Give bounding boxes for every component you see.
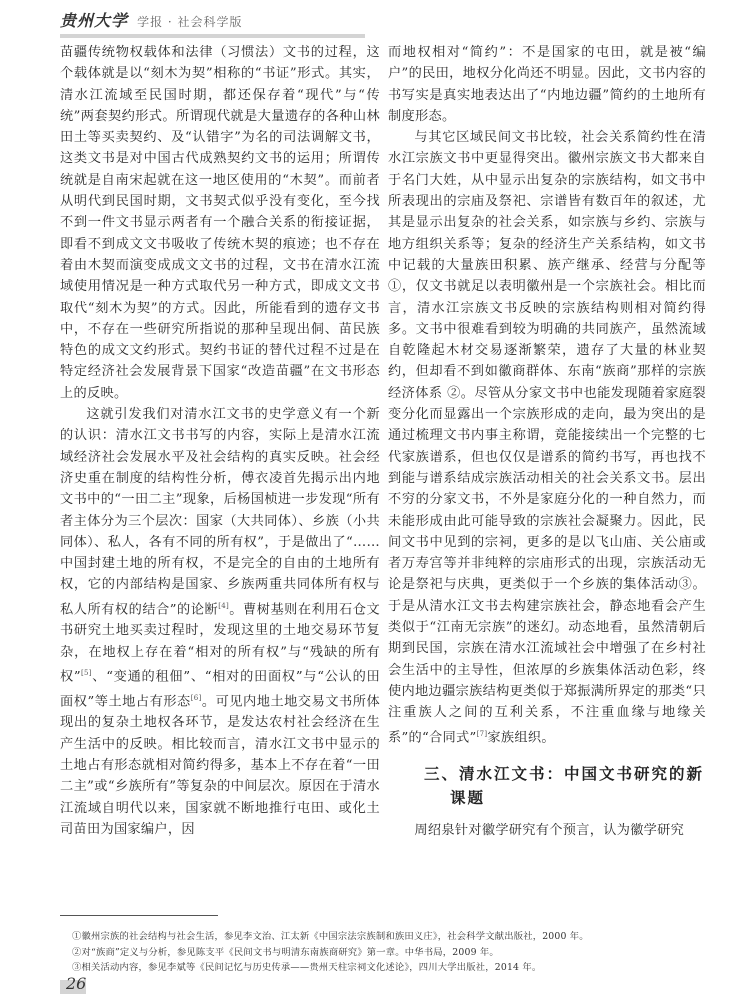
left-column — [60, 42, 380, 840]
footnote-divider — [60, 915, 218, 916]
citation-marker: [6] — [190, 693, 202, 702]
citation-marker: [4] — [218, 601, 230, 610]
journal-subtitle: 学报 · 社会科学版 — [137, 15, 243, 29]
left-paragraph-1 — [60, 42, 380, 404]
left-paragraph-2 — [60, 404, 380, 840]
text-run: 。曹树基则在利用石仓文书研究土地买卖过程时，发现这里的土地交易环节复杂，在地权上存在着“相对的所有权”与“残缺的所有权” — [60, 602, 380, 685]
section-heading-line2: 课题 — [450, 789, 486, 808]
citation-marker: [5] — [80, 669, 92, 677]
page-number — [60, 974, 87, 994]
text-run: 、“变通的租佃”、“相对的田面权”与“公认的田面权”等土地占有形态 — [60, 669, 381, 710]
text-run: 而地权相对“简约”：不是国家的屯田，就是被“编户”的民田，地权分化尚还不明显。因此，文书内容的书写实是真实地表达出了“内地边疆”简约的土地所有制度形态。 — [388, 45, 706, 124]
footnotes — [72, 929, 712, 976]
right-column — [388, 42, 706, 841]
section-heading — [388, 762, 706, 810]
section-heading-line1: 三、清水江文书：中国文书研究的新 — [424, 765, 705, 784]
text-run: 家族组织。 — [487, 729, 555, 745]
citation-marker: [7] — [476, 729, 488, 738]
footnote-3: ③相关活动内容，参见李斌等《民间记忆与历史传承——贵州天柱宗祠文化述论》，四川大学出版社，2014 年。 — [72, 962, 542, 973]
footnote-2: ②对“族商”定义与分析，参见陈支平《民间文书与明清东南族商研究》第一章。中华书局，2009 年。 — [72, 946, 499, 958]
text-run: 苗疆传统物权载体和法律（习惯法）文书的过程，这个载体就是以“刻木为契”相称的“书证”形式。其实，清水江流域至民国时期，都还保存着“现代”与“传统”两套契约形式。所谓现代就是大量遗存的各种山林田土等买卖契约、及“认错字”为名的司法调解文书，这类文书是对中国古代成熟契约文书的运用；所谓传统就是自南宋起就在这一地区使用的“木契”。而前者从明代到民国时期，文书契式似乎没有变化，至今找不到一件文书显示两者有一个融合关系的衔接证据，即看不到成文文书吸收了传统木契的痕迹；也不存在着由木契而演变成成文文书的过程，文书在清水江流域使用情况是一种方式取代另一种方式，即成文文书取代“刻木为契”的方式。因此，所能看到的遗存文书中，不存在一些研究所指说的那种呈现出侗、苗民族特色的成文文约形式。契约书证的替代过程不过是在特定经济社会发展背景下国家“改造苗疆”在文书形态上的反映。 — [60, 45, 380, 401]
journal-logo: 贵州大学 — [60, 11, 129, 30]
text-run: 与其它区域民间文书比较，社会关系简约性在清水江宗族文书中更显得突出。徽州宗族文书大都来自于名门大姓，从中显示出复杂的宗族结构，如文书中所表现出的宗庙及祭祀、宗谱皆有数百年的叙述，尤其是显示出复杂的社会关系，如宗族与乡约、宗族与地方组织关系等；复杂的经济生产关系结构，如文书中记载的大量族田积累、族产继承、经营与分配等①，仅文书就足以表明徽州是一个宗族社会。相比而言，清水江宗族文书反映的宗族结构则相对简约得多。文书中很难看到较为明确的共同族产，虽然流域自乾隆起木材交易逐渐繁荣，遗存了大量的林业契约，但却看不到如徽商群体、东南“族商”那样的宗族经济体系 ②。尽管从分家文书中也能发现随着家庭裂变分化而显露出一个宗族形成的走向，最为突出的是通过梳理文书内事主称谓，竟能接续出一个完整的七代家族谱系，但也仅仅是谱系的简约书写，再也找不到能与谱系结成宗族活动相关的社会关系文书。层出不穷的分家文书，不外是家庭分化的一种自然力，而未能形成由此可能导致的宗族社会凝聚力。因此，民间文书中见到的宗祠，更多的是以飞山庙、关公庙或者万寿宫等并非纯粹的宗庙形式的出现，宗族活动无论是祭祀与庆典，更类似于一个乡族的集体活动③。于是从清水江文书去构建宗族社会，静态地看会产生类似于“江南无宗族”的迷幻。动态地看，虽然清朝后期到民国，宗族在清水江流域社会中增强了在乡村社会生活中的主导性，但浓厚的乡族集体活动色彩，终使内地边疆宗族结构更类似于郑振满所界定的那类“只注重族人之间的互利关系，不注重血缘与地缘关系”的“合同式” — [388, 130, 706, 745]
right-paragraph-2 — [388, 127, 706, 748]
text-run: 这就引发我们对清水江文书的史学意义有一个新的认识：清水江文书书写的内容，实际上是清水江流域经济社会发展水平及社会结构的真实反映。社会经济史重在制度的结构性分析，傅衣凌首先揭示出内地文书中的“一田二主”现象，后杨国桢进一步发现“所有者主体分为三个层次：国家（大共同体）、乡族（小共同体）、私人，各有不同的所有权”，于是做出了“……中国封建土地的所有权，不是完全的自由的土地所有权，它的内部结构是国家、乡族两重共同体所有权与私人所有权的结合”的论断 — [60, 407, 380, 618]
page-number-text: 26 — [66, 974, 87, 993]
header-rule — [60, 34, 365, 38]
footnote-1: ①徽州宗族的社会结构与社会生活，参见李文治、江太新《中国宗法宗族制和族田义庄》，社会科学文献出版社，2000 年。 — [72, 931, 589, 942]
right-paragraph-3: 周绍泉针对徽学研究有个预言，认为徽学研究 — [414, 823, 685, 839]
journal-header — [60, 8, 365, 38]
text-run: 。可见内地土地交易文书所体现出的复杂土地权各环节，是发达农村社会经济在生产生活中的反映。相比较而言，清水江文书中显示的土地占有形态就相对简约得多，基本上不存在着“一田二主”或“乡族所有”等复杂的中间层次。原因在于清水江流域自明代以来，国家就不断地推行屯田、或化土司苗田为国家编户，因 — [60, 694, 380, 837]
right-paragraph-1 — [388, 42, 706, 127]
